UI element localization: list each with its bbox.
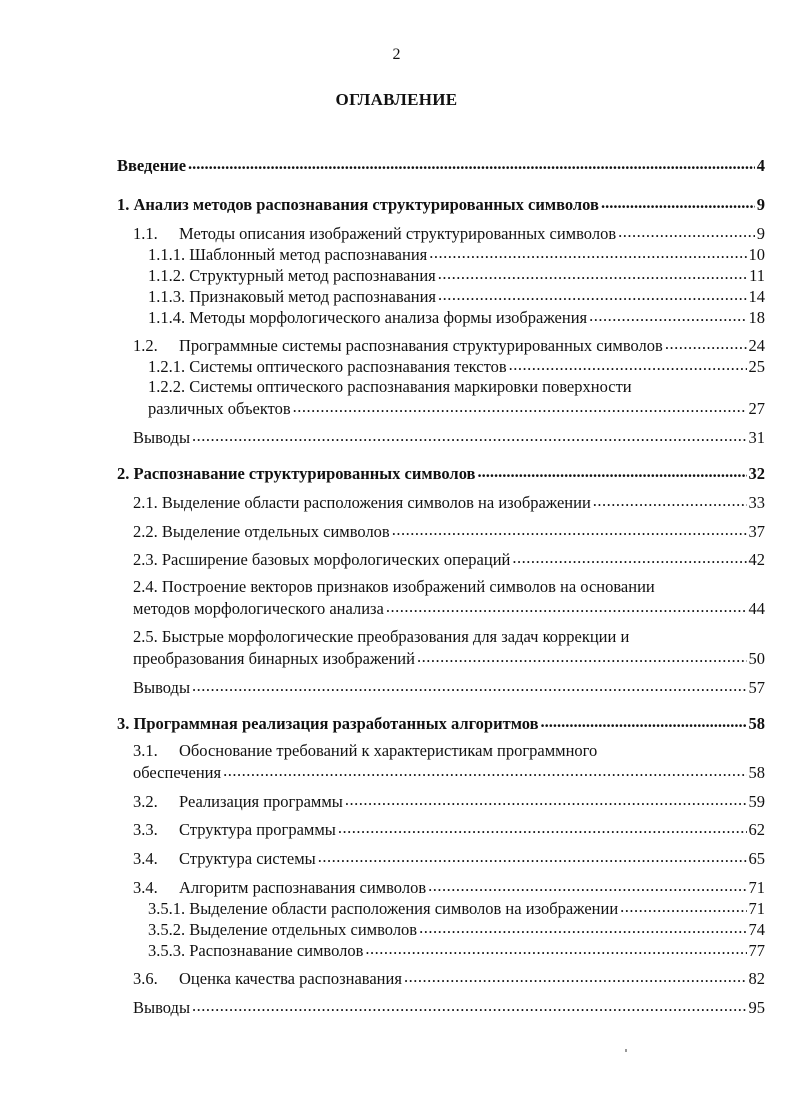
toc-entry-page: 57 [748,677,765,697]
toc-entry-label-line1 [133,740,765,761]
dot-leader [589,306,746,323]
toc-entry-page: 9 [756,223,765,243]
dot-leader [419,918,746,935]
toc-entry-conclusions-2[interactable] [133,676,765,698]
toc-entry-label: Выводы [133,997,191,1017]
toc-entry-number: 3.2. [133,791,158,811]
dot-leader [618,222,755,239]
dot-leader [438,264,747,281]
toc-entry-chapter-1[interactable] [117,193,765,215]
toc-entry-page: 62 [748,819,765,839]
toc-entry-section-3-4-algorithm[interactable] [133,876,765,898]
toc-entry-page: 71 [748,898,765,918]
dot-leader [223,761,746,778]
toc-entry-label: 2. Распознавание структурированных символов [117,463,476,483]
toc-entry-label-line1: 2.4. Построение векторов признаков изображений символов на основании [133,577,655,596]
toc-entry-page: 95 [748,997,765,1017]
toc-entry-label: Обоснование требований к характеристикам программного [179,741,598,760]
toc-entry-second-line [133,597,765,619]
dot-leader [386,597,747,614]
toc-entry-page: 11 [749,265,765,285]
toc-entry-page: 65 [748,848,765,868]
toc-entry-introduction[interactable] [117,154,765,176]
toc-entry-page: 37 [748,521,765,541]
toc-entry-second-line [133,761,765,783]
dot-leader [192,676,746,693]
toc-entry-section-1-1-3[interactable] [148,285,765,307]
dot-leader [365,939,746,956]
toc-entry-section-1-1-4[interactable] [148,306,765,328]
dot-leader [392,520,747,537]
toc-entry-label: 3.5.1. Выделение области расположения символов на изображении [148,898,619,918]
dot-leader [428,876,746,893]
toc-entry-number: 3.1. [133,741,158,760]
toc-entry-page: 44 [748,598,765,618]
toc-entry-page: 32 [748,463,765,483]
dot-leader [318,847,747,864]
toc-entry-label: 1.2.1. Системы оптического распознавания текстов [148,356,507,376]
toc-entry-label: Выводы [133,677,191,697]
toc-entry-label-line2: обеспечения [133,762,222,782]
toc-entry-label: 3. Программная реализация разработанных алгоритмов [117,713,539,733]
toc-entry-section-3-5-3[interactable] [148,939,765,961]
toc-entry-label: Введение [117,155,187,175]
toc-entry-page: 18 [748,307,765,327]
toc-entry-page: 82 [748,968,765,988]
toc-entry-section-1-1-1[interactable] [148,243,765,265]
toc-entry-section-3-5-2[interactable] [148,918,765,940]
toc-entry-section-2-3[interactable] [133,548,765,570]
toc-entry-page: 25 [748,356,765,376]
toc-entry-section-1-2-1[interactable] [148,355,765,377]
toc-entry-number: 3.4. [133,877,158,897]
toc-entry-page: 74 [748,919,765,939]
toc-entry-second-line [148,397,765,419]
dot-leader [438,285,746,302]
toc-entry-label-line1: 2.5. Быстрые морфологические преобразования для задач коррекции и [133,627,630,646]
toc-entry-section-3-6[interactable] [133,967,765,989]
toc-entry-page: 50 [748,648,765,668]
toc-entry-page: 14 [748,286,765,306]
toc-title: ОГЛАВЛЕНИЕ [335,90,458,109]
toc-entry-label-line2: преобразования бинарных изображений [133,648,415,668]
toc-entry-page: 4 [756,155,765,175]
dot-leader [192,996,746,1013]
toc-entry-page: 24 [748,335,765,355]
toc-entry-label: 1.1.2. Структурный метод распознавания [148,265,436,285]
dot-leader [601,193,755,210]
dot-leader [509,355,747,372]
toc-entry-page: 58 [748,713,765,733]
dot-leader [404,967,747,984]
dot-leader [593,491,747,508]
toc-entry-section-2-2[interactable] [133,520,765,542]
toc-entry-label: Алгоритм распознавания символов [179,877,427,897]
toc-entry-label-line2: различных объектов [148,398,291,418]
toc-entry-second-line [133,647,765,669]
toc-entry-section-1-1[interactable] [133,222,765,244]
toc-entry-number: 3.4. [133,848,158,868]
toc-entry-label: 1. Анализ методов распознавания структурированных символов [117,194,599,214]
toc-entry-label: Реализация программы [179,791,343,811]
dot-leader [293,397,747,414]
toc-entry-section-3-4-system[interactable] [133,847,765,869]
toc-entry-page: 58 [748,762,765,782]
toc-entry-number: 3.6. [133,968,158,988]
toc-entry-label: 2.1. Выделение области расположения символов на изображении [133,492,591,512]
toc-entry-label: Оценка качества распознавания [179,968,402,988]
toc-entry-page: 42 [748,549,765,569]
dot-leader [429,243,746,260]
toc-entry-section-1-1-2[interactable] [148,264,765,286]
toc-entry-conclusions-1[interactable] [133,426,765,448]
dot-leader [192,426,746,443]
toc-entry-page: 59 [748,791,765,811]
toc-entry-label: 1.1.4. Методы морфологического анализа формы изображения [148,307,588,327]
toc-entry-section-1-2-2[interactable] [148,376,765,419]
toc-entry-label: Структура программы [179,819,336,839]
toc-entry-page: 27 [748,398,765,418]
toc-entry-label: Выводы [133,427,191,447]
toc-entry-chapter-2[interactable] [117,462,765,484]
toc-entry-number: 1.2. [133,335,158,355]
dot-leader [188,154,755,171]
toc-entry-section-1-2[interactable] [133,334,765,356]
dot-leader [417,647,747,664]
toc-entry-label: Структура системы [179,848,316,868]
scan-artifact [625,1049,627,1052]
toc-entry-label-line2: методов морфологического анализа [133,598,384,618]
dot-leader [665,334,747,351]
toc-entry-page: 10 [748,244,765,264]
toc-entry-page: 77 [748,940,765,960]
dot-leader [345,790,747,807]
toc-entry-page: 9 [756,194,765,214]
toc-entry-conclusions-3[interactable] [133,996,765,1018]
toc-entry-label: 1.1.3. Признаковый метод распознавания [148,286,437,306]
toc-entry-section-2-4[interactable] [133,576,765,619]
toc-entry-label: 3.5.2. Выделение отдельных символов [148,919,418,939]
toc-entry-label: 3.5.3. Распознавание символов [148,940,364,960]
toc-entry-section-3-3[interactable] [133,818,765,840]
toc-entry-number: 3.3. [133,819,158,839]
toc-entry-section-3-5-1[interactable] [148,897,765,919]
dot-leader [620,897,746,914]
toc-entry-section-3-2[interactable] [133,790,765,812]
toc-entry-label: 2.3. Расширение базовых морфологических операций [133,549,511,569]
toc-entry-page: 71 [748,877,765,897]
dot-leader [477,462,746,479]
toc-entry-section-2-1[interactable] [133,491,765,513]
toc-entry-number: 1.1. [133,223,158,243]
page-number: 2 [392,46,401,63]
toc-entry-label-line1: 1.2.2. Системы оптического распознавания маркировки поверхности [148,377,632,396]
toc-entry-label: Программные системы распознавания структурированных символов [179,335,663,355]
toc-entry-section-2-5[interactable] [133,626,765,669]
toc-entry-label: 1.1.1. Шаблонный метод распознавания [148,244,428,264]
dot-leader [541,712,747,729]
toc-entry-label: Методы описания изображений структурированных символов [179,223,617,243]
toc-entry-page: 31 [748,427,765,447]
toc-entry-label: 2.2. Выделение отдельных символов [133,521,390,541]
dot-leader [512,548,746,565]
toc-entry-section-3-1[interactable] [133,740,765,783]
dot-leader [338,818,747,835]
toc-entry-page: 33 [748,492,765,512]
toc-entry-chapter-3[interactable] [117,712,765,734]
